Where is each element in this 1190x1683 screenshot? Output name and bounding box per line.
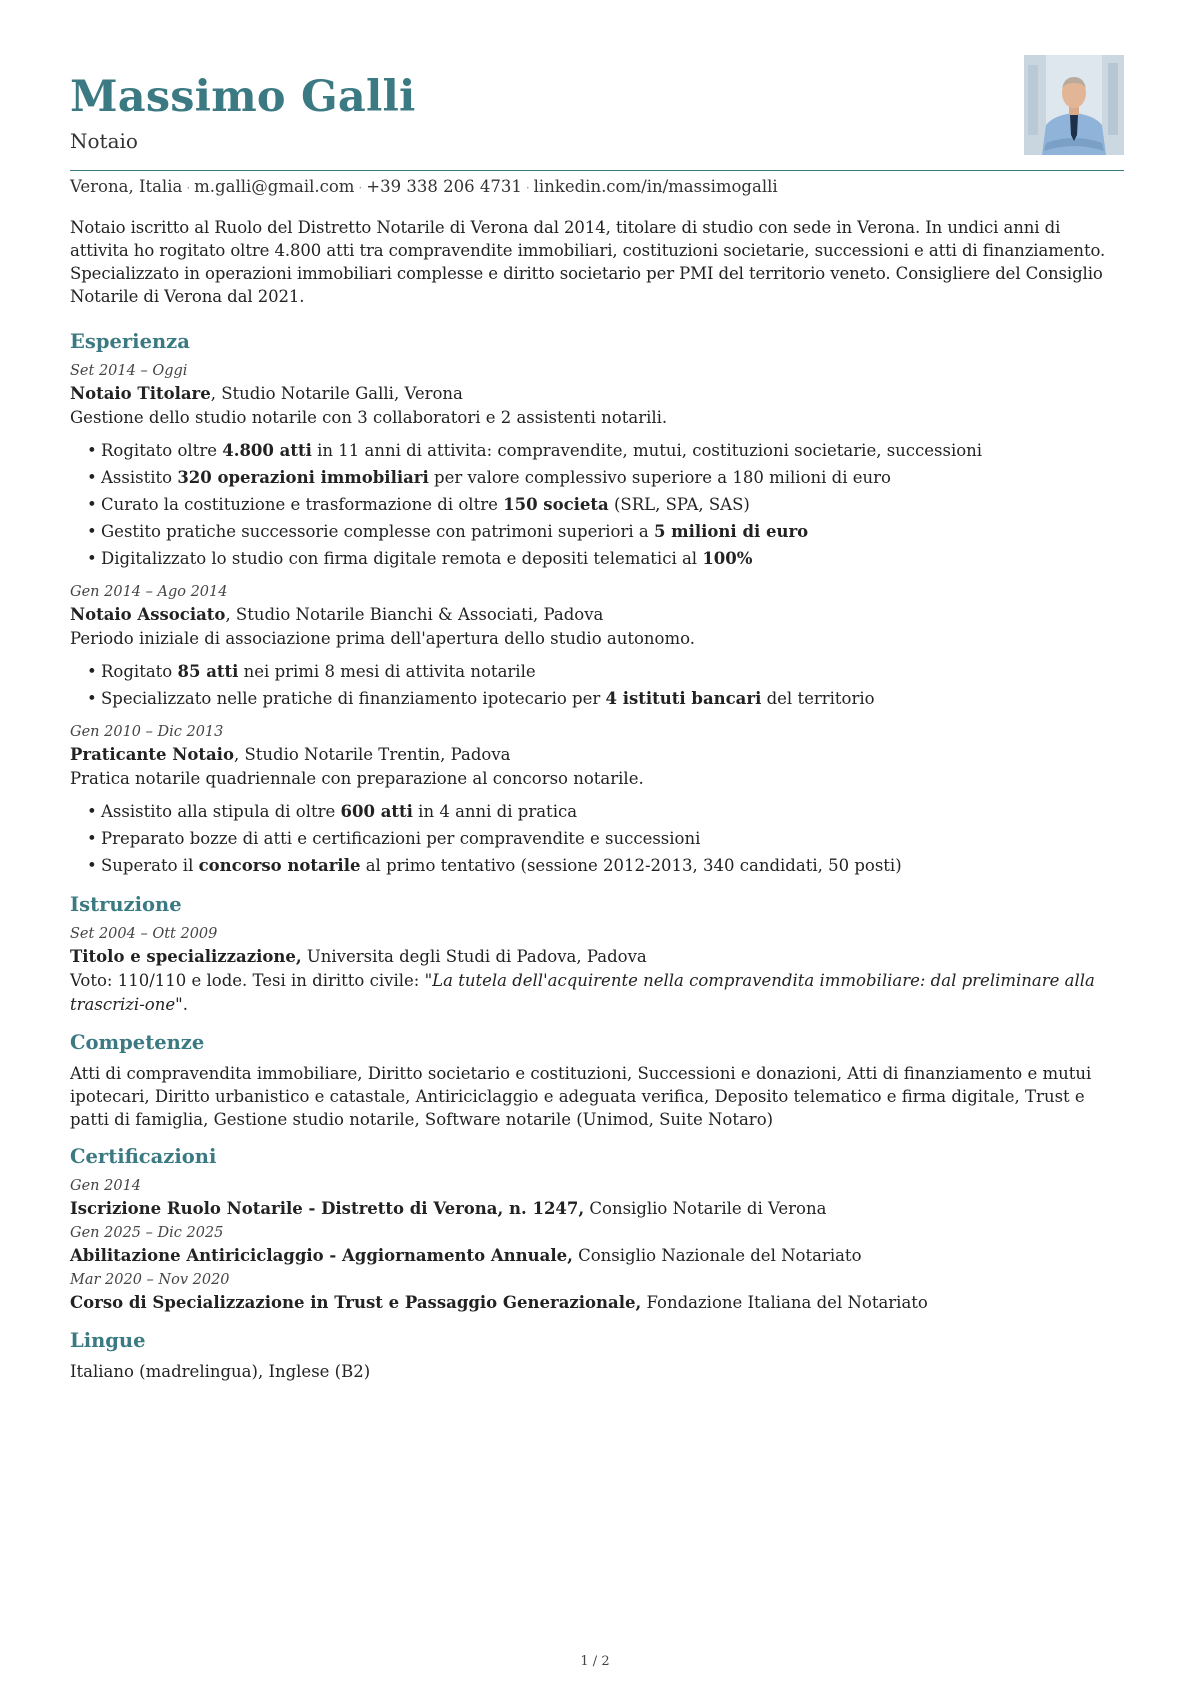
list-item: • Curato la costituzione e trasformazione di oltre 150 societa (SRL, SPA, SAS)	[101, 491, 1124, 518]
list-item: • Specializzato nelle pratiche di finanziamento ipotecario per 4 istituti bancari del territorio	[101, 685, 1124, 712]
experience-role: Praticante Notaio	[70, 745, 234, 764]
separator: ·	[358, 181, 363, 195]
experience-section	[70, 330, 1124, 879]
certification-issuer: Consiglio Nazionale del Notariato	[572, 1246, 862, 1265]
contact-linkedin[interactable]: linkedin.com/in/massimogalli	[533, 177, 778, 196]
experience-company: , Studio Notarile Bianchi & Associati, Padova	[225, 605, 604, 624]
skills-text: Atti di compravendita immobiliare, Diritto societario e costituzioni, Successioni e donazioni, Atti di finanziamento e mutui ipotecari, Diritto urbanistico e catastale, Antiriciclaggio e adeguata verifica, Deposito telematico e firma digitale, Trust e patti di famiglia, Gestione studio notarile, Software notarile (Unimod, Suite Notaro)	[70, 1064, 1092, 1129]
header-divider	[70, 170, 1124, 171]
certification-item	[70, 1223, 1124, 1268]
page-number: 1 / 2	[580, 1654, 610, 1669]
education-degree-line	[70, 945, 1124, 969]
experience-item	[70, 722, 1124, 879]
certification-title: Corso di Specializzazione in Trust e Passaggio Generazionale,	[70, 1293, 642, 1312]
summary-paragraph: Notaio iscritto al Ruolo del Distretto Notarile di Verona dal 2014, titolare di studio con sede in Verona. In undici anni di attivita ho rogitato oltre 4.800 atti tra compravendite immobiliari, costituzioni societarie, successioni e atti di finanziamento. Specializzato in operazioni immobiliari complesse e diritto societario per PMI del territorio veneto. Consigliere del Consiglio Notarile di Verona dal 2021.	[70, 218, 1106, 306]
experience-date: Gen 2014 – Ago 2014	[70, 584, 228, 600]
achievement-list	[70, 798, 1124, 879]
list-item: • Gestito pratiche successorie complesse con patrimoni superiori a 5 milioni di euro	[101, 518, 1124, 545]
contact-email[interactable]: m.galli@gmail.com	[194, 177, 355, 196]
candidate-name: Massimo Galli	[70, 72, 416, 122]
certification-item	[70, 1270, 1124, 1315]
list-item: • Assistito alla stipula di oltre 600 atti in 4 anni di pratica	[101, 798, 1124, 825]
certifications-section	[70, 1145, 1124, 1315]
education-degree: Titolo e specializzazione,	[70, 947, 302, 966]
experience-role: Notaio Associato	[70, 605, 226, 624]
education-note: Voto: 110/110 e lode. Tesi in diritto civile: "La tutela dell'acquirente nella compravendita immobiliare: dal preliminare alla trascrizi-one".	[70, 971, 1095, 1014]
experience-role: Notaio Titolare	[70, 384, 211, 403]
experience-description: Gestione dello studio notarile con 3 collaboratori e 2 assistenti notarili.	[70, 408, 668, 427]
certification-date: Gen 2025 – Dic 2025	[70, 1225, 224, 1241]
experience-description: Pratica notarile quadriennale con preparazione al concorso notarile.	[70, 769, 644, 788]
experience-date: Gen 2010 – Dic 2013	[70, 724, 224, 740]
experience-date: Set 2014 – Oggi	[70, 363, 188, 379]
education-date: Set 2004 – Ott 2009	[70, 926, 218, 942]
languages-text: Italiano (madrelingua), Inglese (B2)	[70, 1362, 371, 1381]
list-item: • Preparato bozze di atti e certificazioni per compravendite e successioni	[101, 825, 1124, 852]
list-item: • Digitalizzato lo studio con firma digitale remota e depositi telematici al 100%	[101, 545, 1124, 572]
contact-phone[interactable]: +39 338 206 4731	[366, 177, 522, 196]
thesis-title: La tutela dell'acquirente nella compravendita immobiliare: dal preliminare alla trascrizi-one	[70, 971, 1095, 1014]
experience-item	[70, 582, 1124, 712]
certification-title: Abilitazione Antiriciclaggio - Aggiornamento Annuale,	[70, 1246, 573, 1265]
certification-line	[70, 1197, 1124, 1221]
certification-issuer: Consiglio Notarile di Verona	[584, 1199, 827, 1218]
certifications-heading: Certificazioni	[70, 1145, 217, 1168]
certification-item	[70, 1176, 1124, 1221]
list-item: • Rogitato 85 atti nei primi 8 mesi di attivita notarile	[101, 658, 1124, 685]
languages-section	[70, 1329, 1124, 1383]
education-school: Universita degli Studi di Padova, Padova	[301, 947, 647, 966]
certification-line	[70, 1291, 1124, 1315]
portrait-image	[1024, 55, 1124, 155]
certification-issuer: Fondazione Italiana del Notariato	[641, 1293, 928, 1312]
experience-role-line	[70, 382, 1124, 406]
list-item: • Rogitato oltre 4.800 atti in 11 anni di attivita: compravendite, mutui, costituzioni societarie, successioni	[101, 437, 1124, 464]
skills-heading: Competenze	[70, 1031, 205, 1054]
achievement-list	[70, 658, 1124, 712]
experience-description: Periodo iniziale di associazione prima dell'apertura dello studio autonomo.	[70, 629, 696, 648]
resume-body	[70, 216, 1124, 1397]
list-item: • Assistito 320 operazioni immobiliari per valore complessivo superiore a 180 milioni di euro	[101, 464, 1124, 491]
certification-date: Gen 2014	[70, 1178, 142, 1194]
experience-company: , Studio Notarile Trentin, Padova	[233, 745, 511, 764]
profile-photo	[1024, 55, 1124, 155]
languages-heading: Lingue	[70, 1329, 146, 1352]
separator: ·	[186, 181, 191, 195]
job-title: Notaio	[70, 129, 138, 153]
achievement-list	[70, 437, 1124, 572]
experience-company: , Studio Notarile Galli, Verona	[210, 384, 463, 403]
certification-line	[70, 1244, 1124, 1268]
skills-section	[70, 1031, 1124, 1131]
experience-item	[70, 361, 1124, 572]
certification-date: Mar 2020 – Nov 2020	[70, 1272, 230, 1288]
certification-title: Iscrizione Ruolo Notarile - Distretto di Verona, n. 1247,	[70, 1199, 585, 1218]
contact-line	[70, 177, 778, 196]
experience-role-line	[70, 743, 1124, 767]
contact-location: Verona, Italia	[70, 177, 183, 196]
education-section	[70, 893, 1124, 1017]
education-heading: Istruzione	[70, 893, 182, 916]
experience-role-line	[70, 603, 1124, 627]
experience-heading: Esperienza	[70, 330, 190, 353]
list-item: • Superato il concorso notarile al primo tentativo (sessione 2012-2013, 340 candidati, 50 posti)	[101, 852, 1124, 879]
separator: ·	[525, 181, 530, 195]
